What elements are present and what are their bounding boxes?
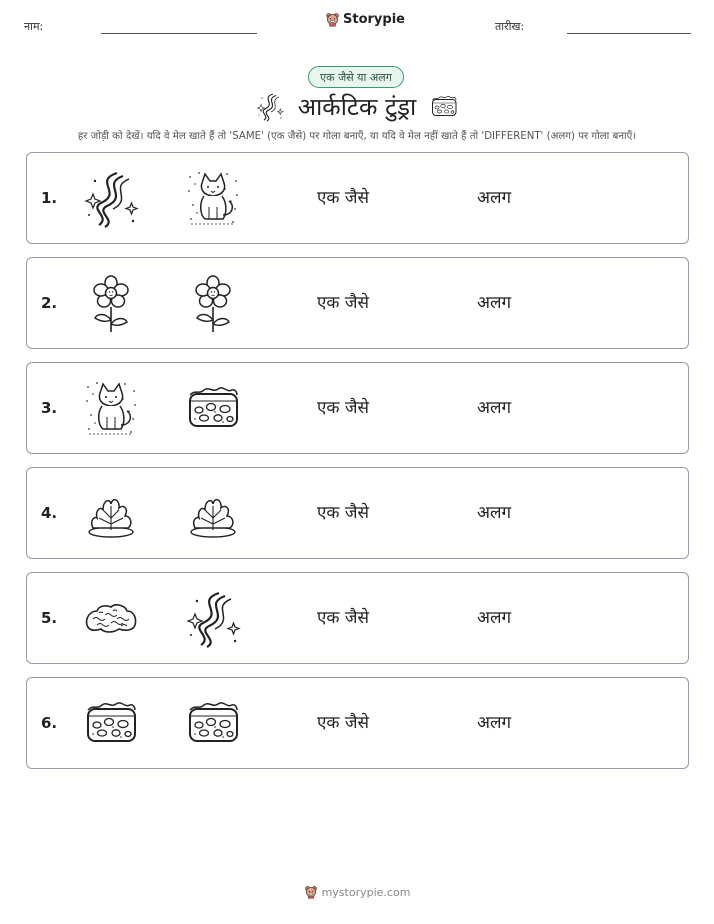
date-line[interactable] — [567, 33, 691, 34]
pair-row — [26, 572, 689, 664]
arctic-fox-icon — [83, 379, 139, 439]
name-line[interactable] — [101, 33, 257, 34]
flower-icon — [185, 274, 241, 334]
row-number: 6. — [41, 714, 58, 732]
bear-icon — [325, 12, 340, 27]
different-option[interactable]: अलग — [477, 188, 512, 208]
pair-row — [26, 152, 689, 244]
same-option[interactable]: एक जैसे — [317, 503, 369, 523]
pair-row — [26, 677, 689, 769]
aurora-icon — [83, 169, 139, 229]
permafrost-icon — [185, 694, 241, 754]
row-number: 3. — [41, 399, 58, 417]
logo-text: Storypie — [343, 12, 405, 27]
aurora-icon — [185, 589, 241, 649]
flower-icon — [83, 274, 139, 334]
date-label: तारीख: — [495, 20, 525, 33]
different-option[interactable]: अलग — [477, 713, 512, 733]
permafrost-icon — [430, 92, 458, 122]
row-number: 4. — [41, 504, 58, 522]
activity-badge: एक जैसे या अलग — [308, 66, 404, 88]
same-option[interactable]: एक जैसे — [317, 713, 369, 733]
different-option[interactable]: अलग — [477, 293, 512, 313]
bear-icon — [304, 885, 318, 899]
page-title: आर्कटिक टुंड्रा — [297, 93, 417, 121]
storypie-logo — [325, 12, 405, 27]
permafrost-icon — [185, 379, 241, 439]
different-option[interactable]: अलग — [477, 398, 512, 418]
same-option[interactable]: एक जैसे — [317, 398, 369, 418]
name-label: नाम: — [24, 20, 44, 33]
pair-row — [26, 257, 689, 349]
shrub-icon — [185, 484, 241, 544]
row-number: 5. — [41, 609, 58, 627]
footer-url: mystorypie.com — [321, 885, 411, 899]
footer — [0, 885, 714, 899]
shrub-icon — [83, 484, 139, 544]
permafrost-icon — [83, 694, 139, 754]
row-number: 2. — [41, 294, 58, 312]
pair-row — [26, 362, 689, 454]
title-row — [0, 90, 714, 123]
row-number: 1. — [41, 189, 58, 207]
lichen-icon — [83, 589, 139, 649]
pair-row — [26, 467, 689, 559]
different-option[interactable]: अलग — [477, 608, 512, 628]
different-option[interactable]: अलग — [477, 503, 512, 523]
instructions: हर जोड़ी को देखें। यदि वे मेल खाते हैं तो 'SAME' (एक जैसे) पर गोला बनाएँ, या यदि वे मेल नहीं खाते हैं तो 'DIFFERENT' (अलग) पर गोला बनाएँ। — [77, 131, 637, 142]
arctic-fox-icon — [185, 169, 241, 229]
aurora-icon — [256, 92, 284, 122]
same-option[interactable]: एक जैसे — [317, 293, 369, 313]
same-option[interactable]: एक जैसे — [317, 188, 369, 208]
same-option[interactable]: एक जैसे — [317, 608, 369, 628]
